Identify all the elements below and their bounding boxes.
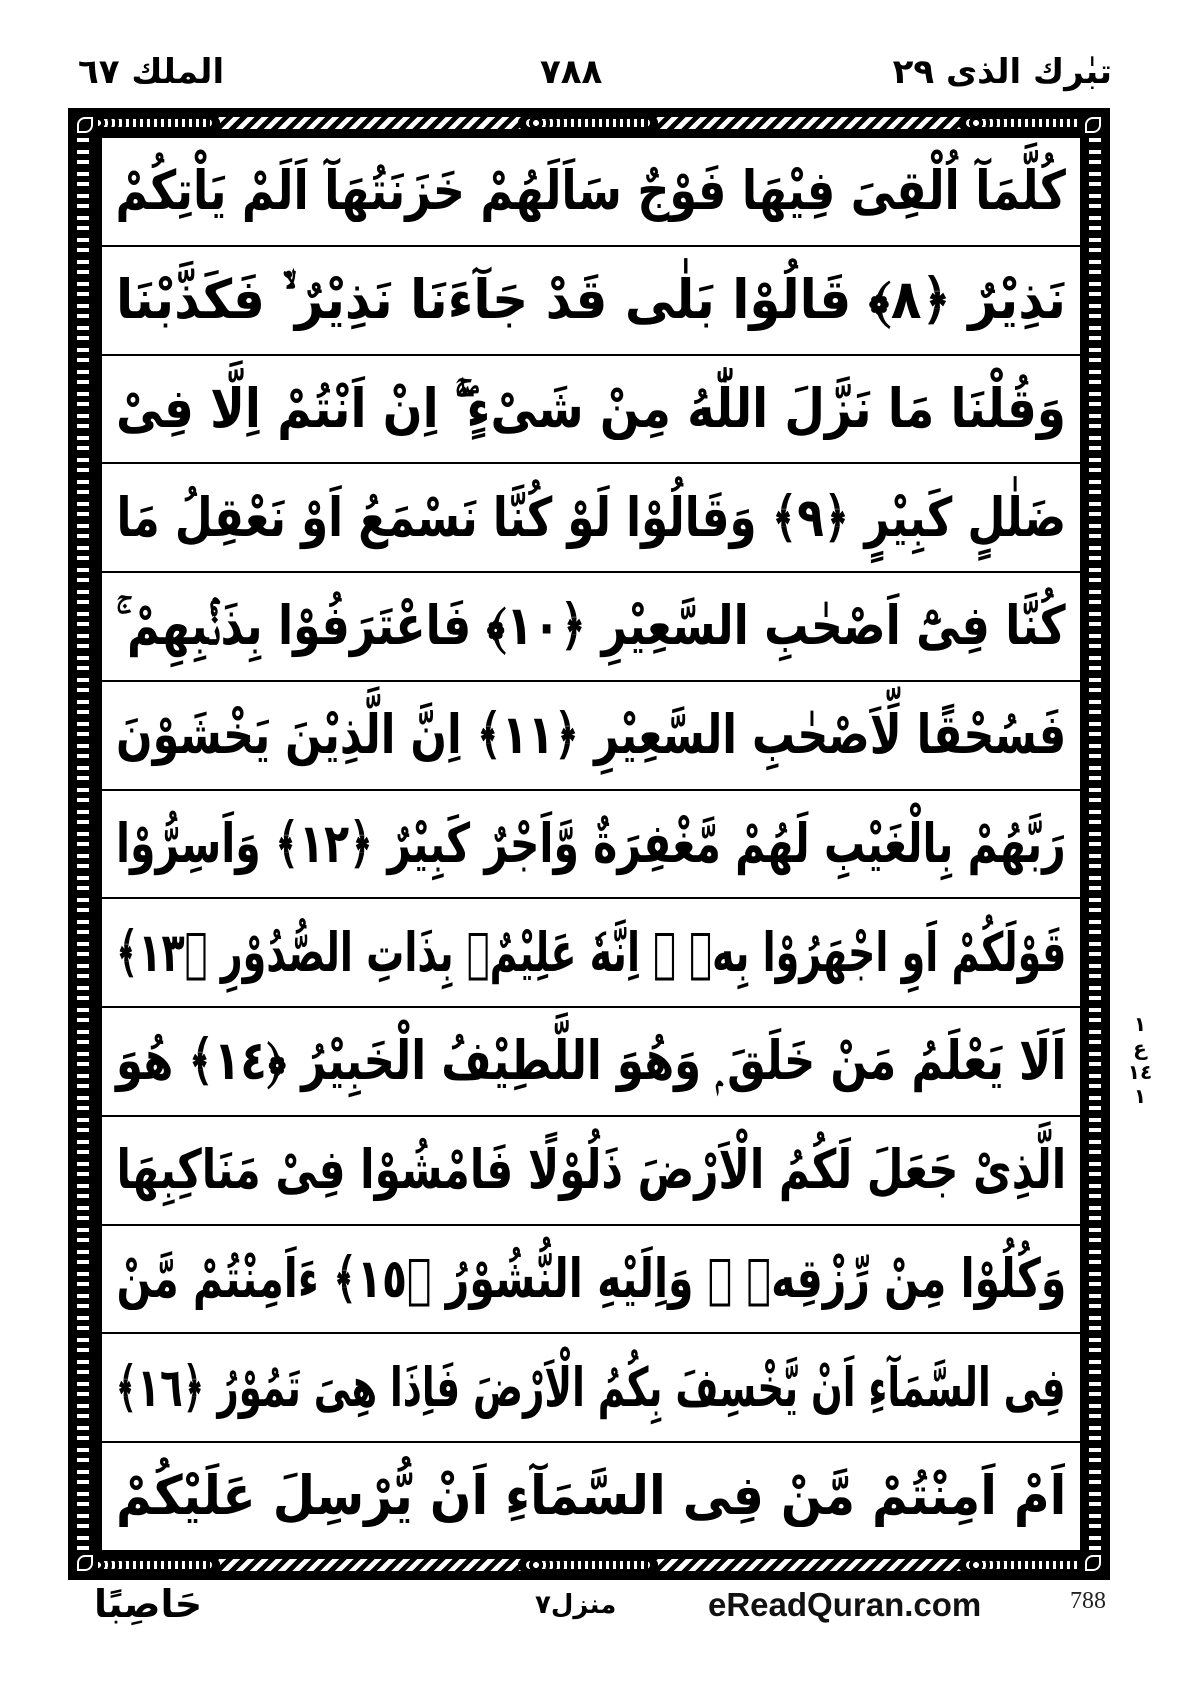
verse-line-7: رَبَّهُمْ بِالْغَیْبِ لَهُمْ مَّغْفِرَةٌ وَّاَجْرٌ كَبِیْرٌ ﴿١٢﴾ وَاَسِرُّوْا xyxy=(116,811,1066,875)
border-right-ornament xyxy=(1089,132,1101,1556)
floral-ornament-bottom-center xyxy=(518,1558,658,1572)
corner-ornament-icon xyxy=(1080,112,1106,138)
text-line xyxy=(102,1334,1080,1443)
text-line xyxy=(102,1443,1080,1550)
verse-line-12: فِی السَّمَآءِ اَنْ یَّخْسِفَ بِكُمُ الْاَرْضَ فَاِذَا هِیَ تَمُوْرُ ﴿١٦﴾ xyxy=(115,1355,1067,1419)
corner-ornament-icon xyxy=(1080,1550,1106,1576)
corner-ornament-icon xyxy=(72,1550,98,1576)
site-watermark-link[interactable]: eReadQuran.com xyxy=(708,1586,982,1623)
text-line xyxy=(102,573,1080,682)
text-line xyxy=(102,1117,1080,1226)
catchword: حَاصِبًا xyxy=(94,1582,203,1626)
corner-ornament-icon xyxy=(72,112,98,138)
page-number-arabic: ٧٨٨ xyxy=(540,52,603,92)
page-number: 788 xyxy=(1070,1588,1106,1614)
verse-line-8: قَوْلَكُمْ اَوِ اجْهَرُوْا بِهٖ ۭ اِنَّهٗ عَلِیْمٌۢ بِذَاتِ الصُّدُوْرِ ﴿١٣﴾ xyxy=(115,920,1067,984)
text-line xyxy=(102,791,1080,900)
text-line xyxy=(102,899,1080,1008)
text-line xyxy=(102,1008,1080,1117)
verse-line-6: فَسُحْقًا لِّاَصْحٰبِ السَّعِیْرِ ﴿١١﴾ اِنَّ الَّذِیْنَ یَخْشَوْنَ xyxy=(115,703,1067,767)
verse-line-2: نَذِیْرٌ ﴿٨﴾ قَالُوْا بَلٰی قَدْ جَآءَنَا نَذِیْرٌ ۙ۬ فَكَذَّبْنَا xyxy=(116,268,1066,332)
floral-ornament-top-center xyxy=(518,116,658,130)
floral-ornament-bottom-right xyxy=(958,1558,1098,1572)
verse-line-3: وَقُلْنَا مَا نَزَّلَ اللّٰهُ مِنْ شَیْءٍ ۖۚ اِنْ اَنْتُمْ اِلَّا فِیْ xyxy=(116,376,1066,440)
verse-line-11: وَكُلُوْا مِنْ رِّزْقِهٖ ۭ وَاِلَیْهِ النُّشُوْرُ ﴿١٥﴾ ءَاَمِنْتُمْ مَّنْ xyxy=(116,1246,1066,1310)
manzil-label: منزل٧ xyxy=(535,1590,617,1620)
verse-line-5: كُنَّا فِیْٓ اَصْحٰبِ السَّعِیْرِ ﴿١٠﴾ فَاعْتَرَفُوْا بِذَنْۢبِهِمْ ۚ xyxy=(116,594,1066,658)
floral-ornament-top-right xyxy=(958,116,1098,130)
text-line xyxy=(102,356,1080,465)
verse-line-13: اَمْ اَمِنْتُمْ مَّنْ فِی السَّمَآءِ اَنْ یُّرْسِلَ عَلَیْكُمْ xyxy=(115,1464,1067,1528)
text-line xyxy=(102,1226,1080,1335)
para-title: تبٰرك الذی ٢٩ xyxy=(892,52,1112,92)
ruku-margin-marker xyxy=(1118,1010,1162,1110)
floral-ornament-top-left xyxy=(80,116,220,130)
ruku-label: ع ١٤ xyxy=(1127,1036,1153,1084)
verse-line-9: اَلَا یَعْلَمُ مَنْ خَلَقَ ۭ وَهُوَ اللَّطِیْفُ الْخَبِیْرُ ﴿١٤﴾ هُوَ xyxy=(115,1029,1067,1093)
border-left-ornament xyxy=(77,132,89,1556)
text-line xyxy=(102,247,1080,356)
ruku-bottom-number: ١ xyxy=(1133,1084,1147,1108)
ornamental-frame xyxy=(68,108,1110,1580)
floral-ornament-bottom-left xyxy=(80,1558,220,1572)
verse-line-4: ضَلٰلٍ كَبِیْرٍ ﴿٩﴾ وَقَالُوْا لَوْ كُنَّا نَسْمَعُ اَوْ نَعْقِلُ مَا xyxy=(116,485,1066,549)
text-line xyxy=(102,682,1080,791)
verse-line-1: كُلَّمَآ اُلْقِیَ فِیْهَا فَوْجٌ سَاَلَهُمْ خَزَنَتُهَآ اَلَمْ یَاْتِكُمْ xyxy=(115,159,1067,223)
quran-text-block xyxy=(100,136,1082,1552)
ruku-top-number: ١ xyxy=(1133,1012,1147,1036)
text-line xyxy=(102,464,1080,573)
verse-line-10: الَّذِیْ جَعَلَ لَكُمُ الْاَرْضَ ذَلُوْلًا فَامْشُوْا فِیْ مَنَاكِبِهَا xyxy=(116,1138,1066,1202)
surah-title: الملك ٦٧ xyxy=(78,52,225,92)
text-line xyxy=(102,138,1080,247)
